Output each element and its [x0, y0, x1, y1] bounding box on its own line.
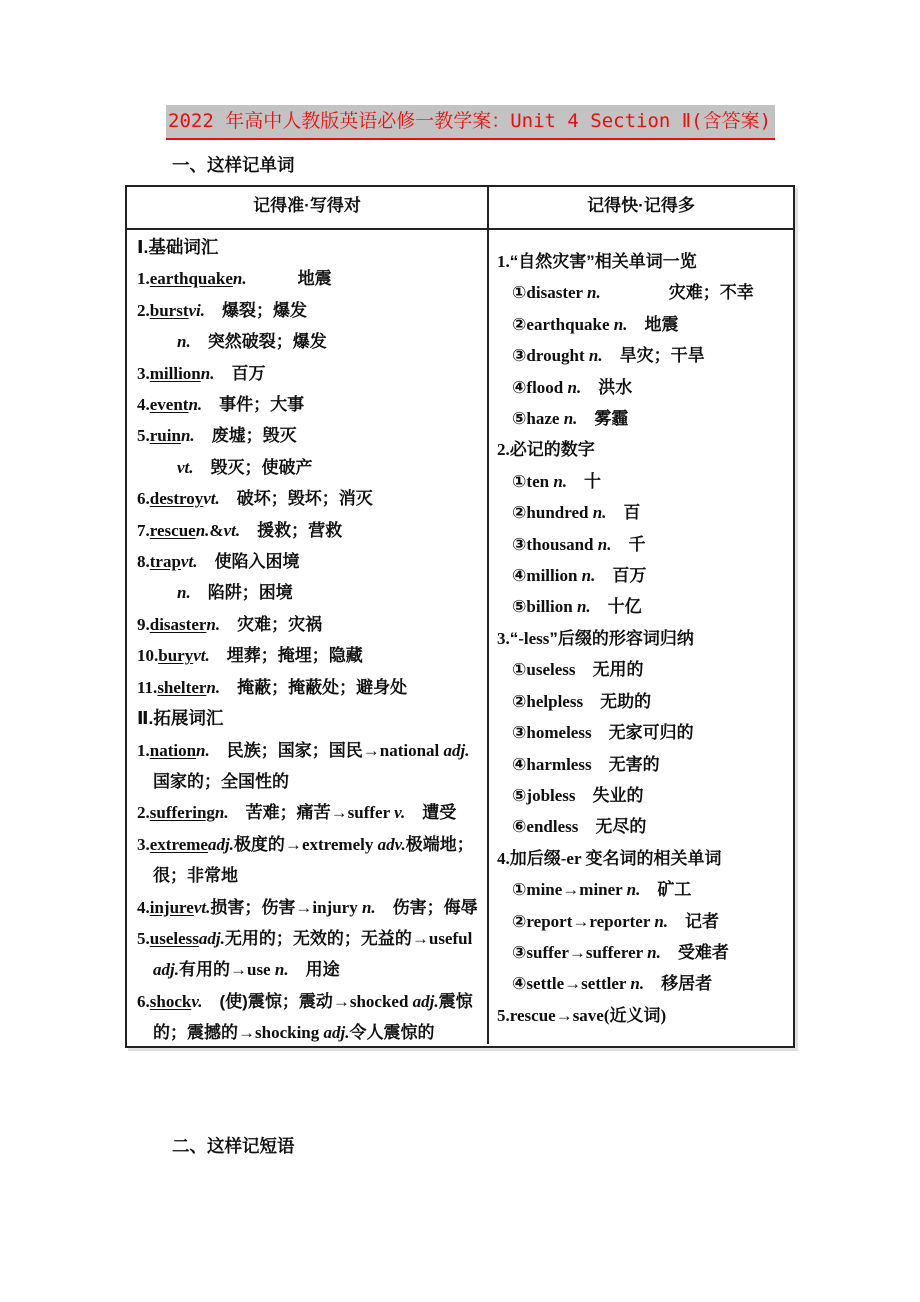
text-run: adj.	[443, 740, 470, 760]
text-run: 事件；大事	[202, 395, 305, 415]
text-run: 有用的→	[178, 960, 247, 980]
text-run: ③	[512, 346, 527, 366]
text-run: ④	[512, 754, 527, 774]
text-run: Ⅱ.拓展词汇	[137, 708, 224, 729]
vocab-line	[497, 403, 787, 434]
text-run: useful	[428, 928, 473, 948]
text-run: endless	[526, 817, 579, 837]
text-run: 3.	[137, 363, 150, 383]
text-run: 1.	[137, 740, 150, 760]
text-run: 2.	[137, 803, 150, 823]
text-run: 失业的	[575, 785, 644, 805]
vocab-line	[137, 923, 479, 986]
headword: trap	[149, 552, 181, 572]
text-run: 使陷入困境	[197, 552, 300, 572]
vocab-line	[497, 937, 787, 968]
text-run: -er	[560, 848, 586, 868]
text-run: 爆裂；爆发	[205, 300, 308, 320]
text-run: 陷阱；困境	[190, 583, 293, 603]
headword: shelter	[157, 677, 207, 697]
text-run: 9.	[137, 614, 150, 634]
text-run: ③	[512, 942, 527, 962]
vocab-line	[137, 892, 479, 923]
text-run: vt.	[180, 552, 198, 572]
headword: useless	[149, 928, 199, 948]
text-run: n.	[214, 803, 229, 823]
text-run: billion	[526, 597, 577, 617]
text-run: 矿工	[640, 880, 692, 900]
text-run: vi.	[188, 300, 206, 320]
table-body-row	[127, 230, 793, 1044]
text-run: ④	[512, 377, 527, 397]
text-run: homeless	[526, 723, 592, 743]
text-run: 地震	[246, 269, 332, 289]
headword: rescue	[149, 520, 196, 540]
text-run: 4.	[137, 395, 150, 415]
text-run: Ⅰ.基础词汇	[137, 237, 219, 257]
text-run: 加后缀	[509, 848, 561, 868]
text-run: 5.	[137, 928, 150, 948]
vocab-line	[497, 497, 787, 528]
text-run: adj.	[153, 960, 179, 980]
vocab-line	[497, 246, 787, 277]
text-run: use	[246, 960, 275, 980]
text-run: n.	[177, 332, 191, 352]
headword: ruin	[149, 426, 181, 446]
text-run: vt.	[223, 520, 241, 540]
text-run: n.	[200, 363, 215, 383]
text-run: shocked	[349, 991, 413, 1011]
text-run: suffer→sufferer	[526, 942, 648, 962]
text-run: 十亿	[590, 597, 642, 617]
text-run: 2.	[497, 440, 510, 460]
text-run: n.	[361, 897, 376, 917]
text-run: 4.	[137, 897, 150, 917]
text-run: n.	[180, 426, 195, 446]
text-run: ⑥	[512, 817, 527, 837]
text-run: n.	[613, 314, 628, 334]
text-run: adj.	[323, 1023, 350, 1043]
title-segment: )	[759, 110, 772, 132]
text-run: n.	[588, 346, 603, 366]
vocab-line	[497, 309, 787, 340]
vocab-line	[497, 874, 787, 905]
vocab-line	[497, 340, 787, 371]
text-run: suffer	[347, 803, 395, 823]
vocab-line	[137, 232, 479, 263]
headword: nation	[149, 740, 197, 760]
headword: million	[149, 363, 201, 383]
text-run: 突然破裂；爆发	[190, 332, 327, 352]
text-run: 2.	[137, 300, 150, 320]
text-run: 地震	[627, 314, 679, 334]
text-run: v.	[394, 803, 406, 823]
text-run: million	[526, 566, 582, 586]
headword: injure	[149, 897, 194, 917]
vocab-line	[137, 703, 479, 734]
text-run: -less	[518, 628, 550, 648]
text-run: ③	[512, 534, 527, 554]
vocab-line	[137, 797, 479, 828]
text-run: 遭受	[405, 803, 457, 823]
headword: bury	[158, 646, 194, 666]
text-run: ①	[512, 471, 527, 491]
text-run: 毁灭；使破产	[193, 457, 313, 477]
text-run: 记者	[668, 911, 720, 931]
vocab-line	[137, 672, 479, 703]
vocab-line	[137, 452, 479, 483]
text-run: &	[209, 520, 224, 540]
vocab-line	[137, 420, 479, 451]
headword: extreme	[149, 834, 208, 854]
text-run: 3.	[497, 628, 510, 648]
vocab-line	[497, 906, 787, 937]
text-run: 用途	[288, 960, 340, 980]
text-run: adj.	[198, 928, 225, 948]
text-run: 埋葬；掩埋；隐藏	[209, 646, 363, 666]
text-run: ②	[512, 911, 527, 931]
text-run: drought	[526, 346, 589, 366]
table-header-left: 记得准·写得对	[127, 187, 489, 228]
document-title	[166, 105, 775, 140]
text-run: ⑤	[512, 409, 527, 429]
left-column-cell	[127, 230, 489, 1044]
text-run: harmless	[526, 754, 592, 774]
text-run: 无助的	[583, 691, 652, 711]
text-run: 灾难；不幸	[600, 283, 754, 303]
vocab-line	[497, 529, 787, 560]
text-run: adv.	[377, 834, 406, 854]
text-run: n.	[630, 974, 645, 994]
vocab-line	[137, 389, 479, 420]
text-run: 极度的→	[233, 834, 302, 854]
text-run: 1.	[497, 252, 510, 271]
vocab-line	[497, 686, 787, 717]
vocab-line	[497, 654, 787, 685]
text-run: hundred	[526, 503, 593, 523]
text-run: n.	[206, 677, 221, 697]
text-run: 雾霾	[577, 409, 629, 429]
text-run: ⑤	[512, 597, 527, 617]
text-run: n.	[576, 597, 591, 617]
text-run: 无用的	[575, 660, 644, 680]
right-column-cell	[489, 230, 793, 1044]
text-run: 1.	[137, 269, 150, 289]
text-run: 国家的；全国性的	[153, 771, 289, 791]
vocab-line	[497, 372, 787, 403]
title-segment: 含答案	[702, 111, 760, 132]
vocab-line	[497, 591, 787, 622]
vocab-line	[137, 483, 479, 514]
text-run: 7.	[137, 520, 150, 540]
text-run: mine→miner	[526, 880, 627, 900]
text-run: 移居者	[644, 974, 713, 994]
vocab-line	[137, 358, 479, 389]
vocab-line	[497, 780, 787, 811]
text-run: 极端地；很；非常地	[153, 834, 474, 886]
text-run: ①	[512, 660, 527, 680]
text-run: ①	[512, 880, 527, 900]
text-run: 4.	[497, 848, 510, 868]
text-run: n.	[597, 534, 612, 554]
text-run: 苦难；痛苦→	[228, 803, 348, 823]
vocab-line	[137, 263, 479, 294]
text-run: n.	[553, 471, 568, 491]
headword: earthquake	[149, 269, 233, 289]
title-segment: 2022	[168, 110, 226, 132]
text-run: “自然灾害”相关单词一览	[509, 252, 697, 271]
vocab-line	[137, 735, 479, 798]
section-heading-words: 一、这样记单词	[172, 155, 295, 175]
text-run: 百万	[595, 566, 647, 586]
table-header-row	[127, 187, 793, 230]
vocab-line	[137, 295, 479, 326]
text-run: 百	[606, 503, 641, 523]
text-run: vt.	[177, 457, 194, 477]
text-run: n.	[177, 583, 191, 603]
text-run: ②	[512, 691, 527, 711]
text-run: ②	[512, 314, 527, 334]
text-run: report→reporter	[526, 911, 655, 931]
text-run: 6.	[137, 489, 150, 509]
vocab-line	[497, 717, 787, 748]
text-run: 8.	[137, 552, 150, 572]
text-run: 废墟；毁灭	[194, 426, 297, 446]
section-heading-phrases: 二、这样记短语	[172, 1136, 295, 1156]
text-run: n.	[592, 503, 607, 523]
text-run: ②	[512, 503, 527, 523]
text-run: 10.	[137, 646, 159, 666]
text-run: ④	[512, 566, 527, 586]
text-run: 令人震惊的	[349, 1023, 435, 1043]
headword: suffering	[149, 803, 215, 823]
text-run: 旱灾；干旱	[602, 346, 705, 366]
text-run: v.	[191, 991, 203, 1011]
text-run: n.	[587, 283, 601, 303]
text-run: ①	[512, 283, 527, 303]
text-run: n.	[567, 377, 582, 397]
text-run: helpless	[526, 691, 584, 711]
text-run: thousand	[526, 534, 598, 554]
vocab-line	[137, 829, 479, 892]
text-run: n.	[274, 960, 289, 980]
vocab-line	[497, 466, 787, 497]
table-header-right: 记得快·记得多	[587, 196, 695, 215]
text-run: ”后缀的形容词归纳	[549, 628, 694, 648]
text-run: useless	[526, 660, 576, 680]
vocab-line	[497, 749, 787, 780]
text-run: 伤害；侮辱	[375, 897, 478, 917]
headword: shock	[149, 991, 192, 1011]
text-run: 无用的；无效的；无益的→	[224, 928, 429, 948]
text-run: 民族；国家；国民→	[209, 740, 380, 760]
text-run: 百万	[214, 363, 266, 383]
text-run: 无家可归的	[591, 723, 694, 743]
vocab-line	[497, 560, 787, 591]
text-run: national	[379, 740, 444, 760]
text-run: n.	[188, 395, 203, 415]
text-run: 破坏；毁坏；消灭	[219, 489, 373, 509]
vocab-line	[497, 968, 787, 999]
text-run: ④	[512, 974, 527, 994]
headword: event	[149, 395, 189, 415]
vocab-line	[137, 640, 479, 671]
text-run: n.	[654, 911, 669, 931]
text-run: 必记的数字	[509, 440, 595, 460]
text-run: 5.	[137, 426, 150, 446]
text-run: vt.	[193, 897, 211, 917]
text-run: earthquake	[526, 314, 614, 334]
text-run: n.	[626, 880, 641, 900]
text-run: settle→settler	[526, 974, 631, 994]
title-segment: Unit 4 Section Ⅱ(	[510, 110, 703, 132]
vocab-line	[137, 546, 479, 577]
text-run: ⑤	[512, 785, 527, 805]
text-run: 变名词的相关单词	[585, 848, 722, 868]
vocab-line	[497, 811, 787, 842]
vocab-line	[497, 1000, 787, 1031]
text-run: 11.	[137, 677, 158, 697]
text-run: ③	[512, 723, 527, 743]
text-run: n.	[563, 409, 578, 429]
text-run: 洪水	[581, 377, 633, 397]
text-run: n.	[206, 614, 221, 634]
text-run: “	[509, 628, 519, 648]
text-run: )	[660, 1005, 667, 1025]
text-run: vt.	[203, 489, 220, 509]
text-run: 灾难；灾祸	[220, 614, 323, 634]
text-run: adj.	[412, 991, 439, 1011]
vocab-line	[137, 609, 479, 640]
text-run: flood	[526, 377, 568, 397]
text-run: 近义词	[609, 1005, 661, 1025]
text-run: 3.	[137, 834, 150, 854]
text-run: 援救；营救	[240, 520, 343, 540]
text-run: 损害；伤害→	[210, 897, 313, 917]
title-segment: 年高中人教版英语必修一教学案：	[225, 111, 511, 132]
text-run: ten	[526, 471, 554, 491]
text-run: jobless	[526, 785, 576, 805]
text-run: 6.	[137, 991, 150, 1011]
vocab-line	[137, 515, 479, 546]
text-run: injury	[312, 897, 362, 917]
text-run: 无害的	[591, 754, 660, 774]
headword: destroy	[149, 489, 204, 509]
text-run: vt.	[193, 646, 210, 666]
text-run: (使)震惊；震动→	[202, 991, 350, 1011]
text-run: n.	[647, 942, 661, 962]
text-run: n.	[195, 520, 210, 540]
headword: burst	[149, 300, 189, 320]
text-run: shocking	[255, 1023, 324, 1043]
vocab-line	[497, 434, 787, 465]
text-run: 十	[567, 471, 602, 491]
vocab-line	[497, 843, 787, 874]
vocab-line	[137, 986, 479, 1044]
vocab-line	[497, 623, 787, 654]
text-run: 震惊的；震撼的→	[153, 991, 473, 1043]
text-run: 受难者	[660, 942, 729, 962]
vocab-line	[137, 577, 479, 608]
vocab-line	[497, 277, 787, 308]
text-run: 掩蔽；掩蔽处；避身处	[220, 677, 408, 697]
text-run: extremely	[301, 834, 378, 854]
text-run: haze	[526, 409, 564, 429]
text-run: 无尽的	[578, 817, 647, 837]
vocab-line	[137, 326, 479, 357]
text-run: adj.	[207, 834, 234, 854]
text-run: 千	[611, 534, 646, 554]
headword: disaster	[149, 614, 207, 634]
text-run: n.	[581, 566, 596, 586]
text-run: 5.rescue→save(	[497, 1005, 610, 1025]
text-run: n.	[196, 740, 210, 760]
text-run: disaster	[526, 283, 588, 303]
text-run: n.	[232, 269, 247, 289]
vocab-table	[125, 185, 795, 1048]
